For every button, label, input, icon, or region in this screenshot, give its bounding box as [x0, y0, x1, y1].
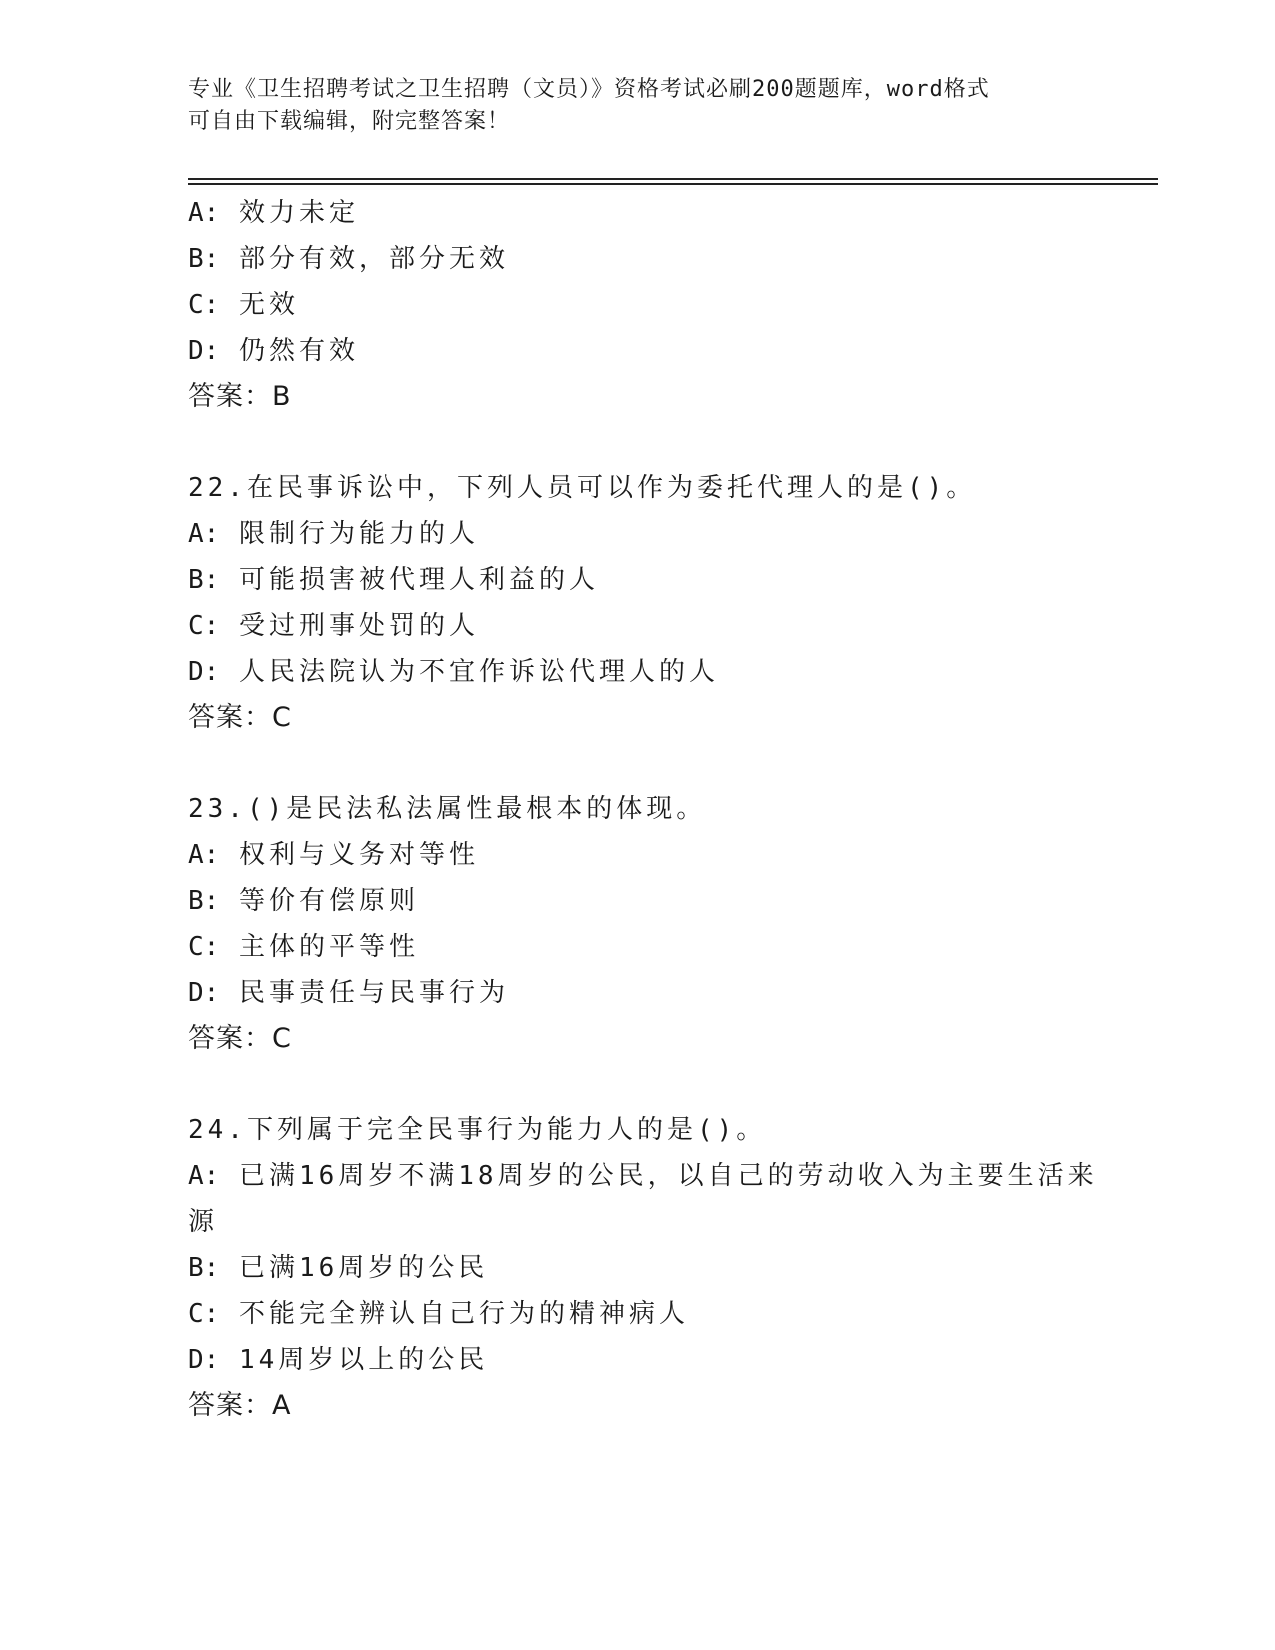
answer-line: 答案：C [188, 702, 292, 733]
option-d: D: 人民法院认为不宜作诉讼代理人的人 [188, 657, 719, 687]
question-title: 23.()是民法私法属性最根本的体现。 [188, 794, 707, 824]
option-b: B: 已满16周岁的公民 [188, 1253, 489, 1283]
header-line-2: 可自由下载编辑，附完整答案！ [188, 109, 511, 134]
header-line-1: 专业《卫生招聘考试之卫生招聘（文员）》资格考试必刷200题题库，word格式 [188, 77, 990, 102]
option-c: C: 无效 [188, 290, 299, 320]
question-23 [188, 786, 1088, 1062]
option-a-continuation: 源 [188, 1207, 219, 1237]
option-a: A: 限制行为能力的人 [188, 519, 479, 549]
spacer [188, 741, 1088, 786]
answer-line: 答案：C [188, 1023, 292, 1054]
answer-line: 答案：A [188, 1390, 292, 1421]
spacer [188, 420, 1088, 465]
option-c: C: 受过刑事处罚的人 [188, 611, 479, 641]
header-divider-bottom [188, 183, 1158, 185]
document-header [188, 74, 1088, 138]
option-a: A: 效力未定 [188, 198, 359, 228]
answer-line: 答案：B [188, 381, 292, 412]
question-title: 24.下列属于完全民事行为能力人的是()。 [188, 1115, 767, 1145]
option-d: D: 仍然有效 [188, 336, 359, 366]
option-b: B: 等价有偿原则 [188, 886, 419, 916]
question-list [188, 190, 1098, 1429]
option-a: A: 权利与义务对等性 [188, 840, 479, 870]
option-b: B: 可能损害被代理人利益的人 [188, 565, 599, 595]
header-divider-top [188, 178, 1158, 180]
option-d: D: 14周岁以上的公民 [188, 1345, 489, 1375]
question-24 [188, 1107, 1098, 1429]
option-c: C: 主体的平等性 [188, 932, 419, 962]
question-title: 22.在民事诉讼中，下列人员可以作为委托代理人的是()。 [188, 473, 977, 503]
option-d: D: 民事责任与民事行为 [188, 978, 509, 1008]
question-21-continued [188, 190, 1088, 420]
option-b: B: 部分有效，部分无效 [188, 244, 509, 274]
question-22 [188, 465, 1088, 741]
option-a: A: 已满16周岁不满18周岁的公民，以自己的劳动收入为主要生活来 [188, 1161, 1098, 1191]
option-c: C: 不能完全辨认自己行为的精神病人 [188, 1299, 689, 1329]
spacer [188, 1062, 1088, 1107]
